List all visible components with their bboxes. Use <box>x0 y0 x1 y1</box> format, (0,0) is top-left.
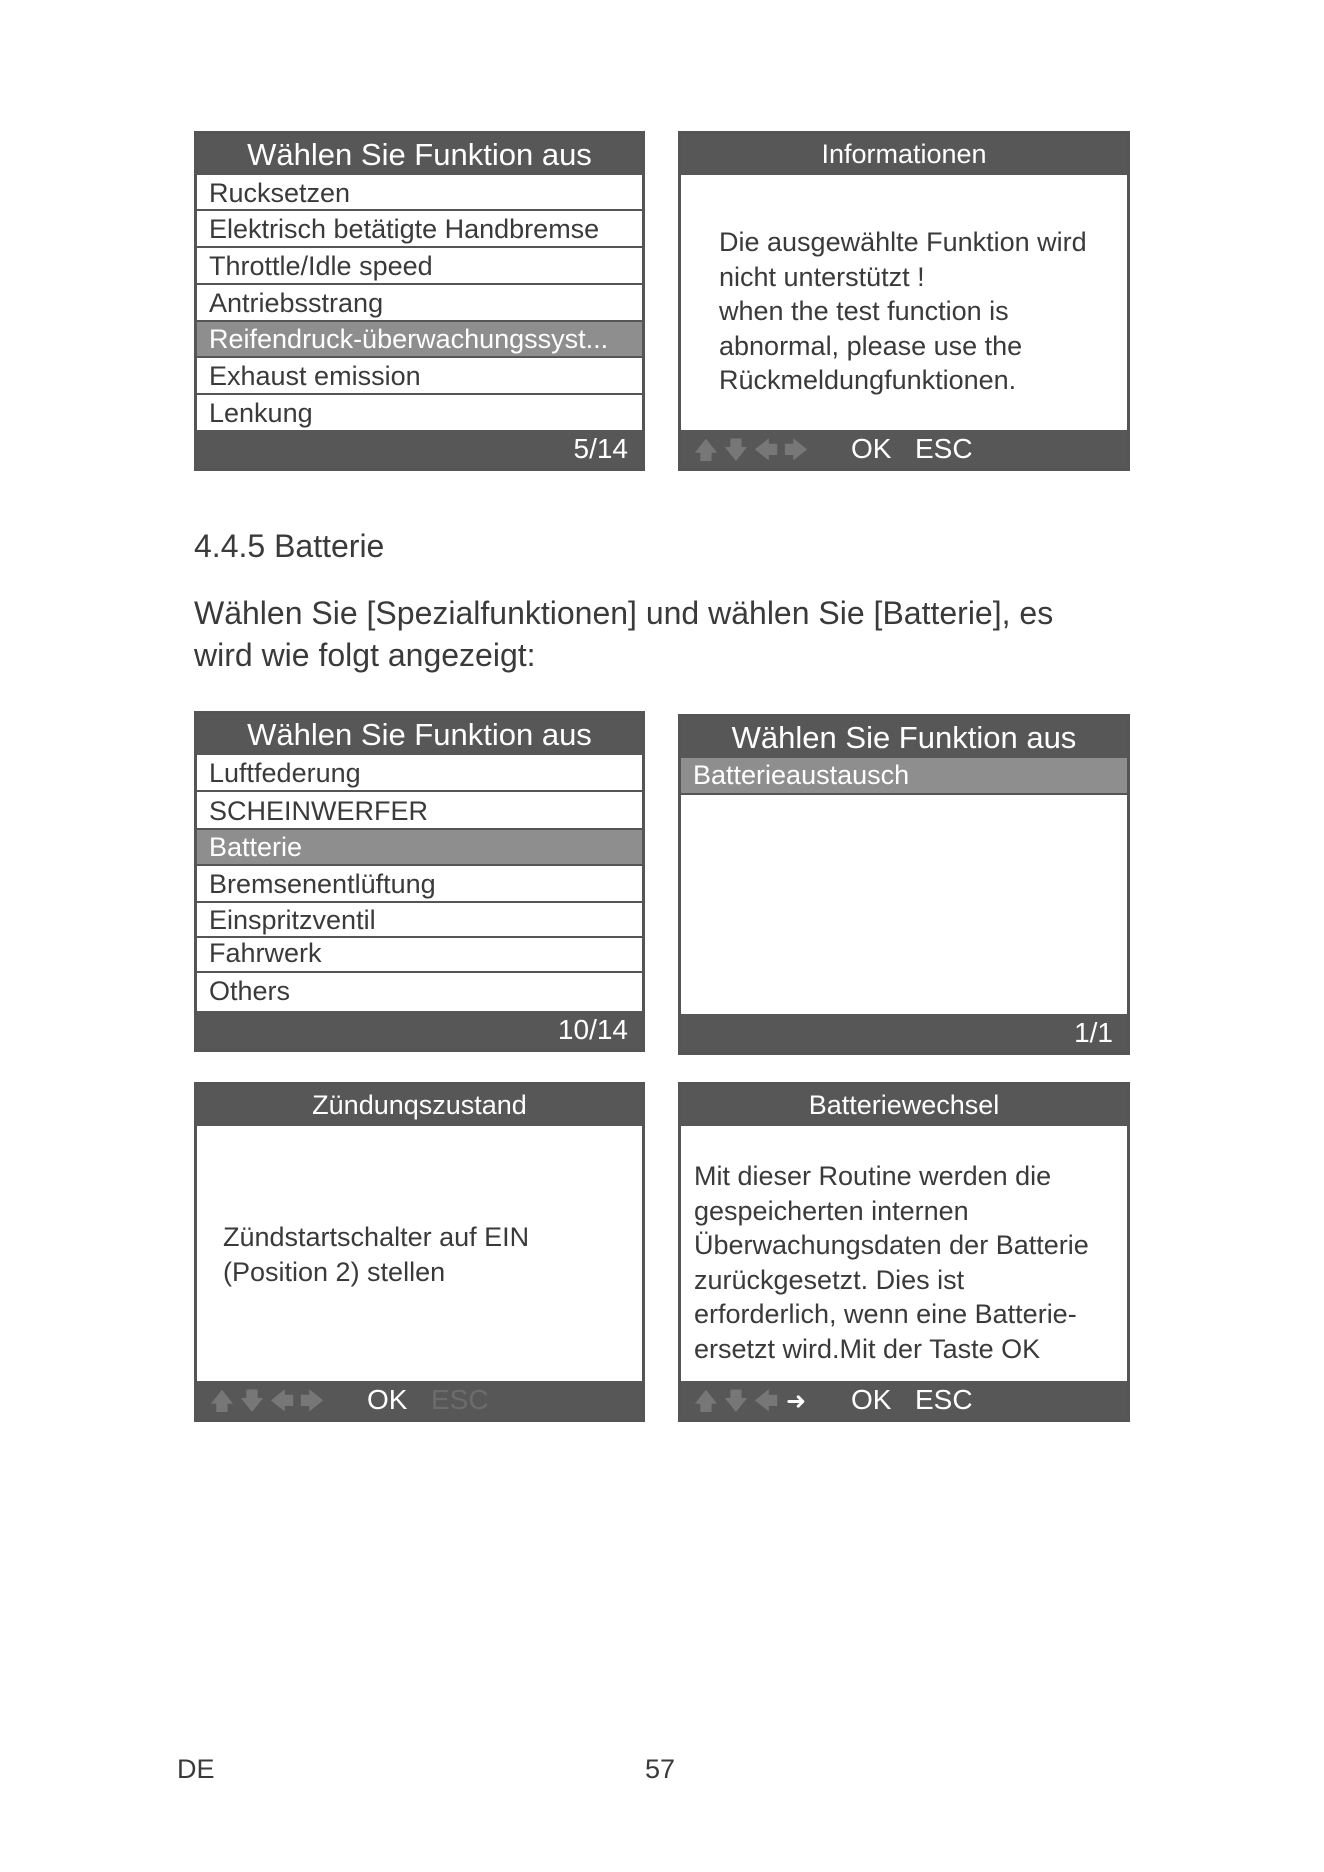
screen-function-select-1 <box>194 131 645 471</box>
message-line: erforderlich, wenn eine Batterie- <box>694 1299 1077 1329</box>
screen-footer <box>197 430 642 468</box>
screen-function-select-2 <box>194 711 645 1052</box>
screen-information <box>678 131 1130 471</box>
message-line: when the test function is <box>719 296 1009 326</box>
page-number: 57 <box>645 1754 676 1784</box>
page-counter: 5/14 <box>573 433 628 464</box>
nav-keys <box>207 1381 327 1419</box>
screen-title: Wählen Sie Funktion aus <box>197 714 642 755</box>
esc-button[interactable]: ESC <box>915 1384 973 1415</box>
menu-item[interactable]: SCHEINWERFER <box>197 792 642 830</box>
nav-keys <box>691 1381 811 1419</box>
message-line: Mit dieser Routine werden die <box>694 1161 1052 1191</box>
function-menu <box>681 758 1127 795</box>
screen-ignition-state <box>194 1082 645 1422</box>
ignition-message <box>223 1220 529 1289</box>
page-counter: 1/1 <box>1074 1017 1113 1048</box>
message-line: abnormal, please use the <box>719 330 1023 361</box>
arrow-down-icon[interactable]: 🡇 <box>239 1388 265 1415</box>
ok-button[interactable]: OK <box>851 433 892 464</box>
screen-title: Wählen Sie Funktion aus <box>197 134 642 175</box>
menu-item-selected[interactable]: Reifendruck-überwachungssyst... <box>197 322 642 358</box>
menu-item-selected[interactable]: Batterie <box>197 830 642 866</box>
menu-item[interactable]: Elektrisch betätigte Handbremse <box>197 211 642 248</box>
menu-item-selected[interactable]: Batterieaustausch <box>681 758 1127 795</box>
arrow-left-icon[interactable]: 🡄 <box>753 437 779 464</box>
arrow-right-icon[interactable]: 🡆 <box>783 437 809 464</box>
arrow-up-icon[interactable]: 🡅 <box>693 1388 719 1415</box>
screen-battery-change <box>678 1082 1130 1422</box>
arrow-right-icon[interactable]: 🡆 <box>299 1388 325 1415</box>
arrow-down-icon[interactable]: 🡇 <box>723 437 749 464</box>
arrow-up-icon[interactable]: 🡅 <box>693 437 719 464</box>
screen-footer <box>681 1381 1127 1419</box>
message-line: zurückgesetzt. Dies ist <box>694 1264 965 1295</box>
screen-footer <box>197 1011 642 1049</box>
screen-title: Wählen Sie Funktion aus <box>681 717 1127 758</box>
battery-message <box>694 1159 1089 1366</box>
menu-item[interactable]: Luftfederung <box>197 755 642 792</box>
menu-item[interactable]: Fahrwerk <box>197 938 642 973</box>
info-message <box>719 225 1087 398</box>
message-line: Zündstartschalter auf EIN <box>223 1222 530 1252</box>
message-line: gespeicherten internen <box>694 1195 969 1226</box>
arrow-right-icon[interactable]: ➜ <box>785 1388 807 1415</box>
menu-item[interactable]: Lenkung <box>209 398 313 428</box>
arrow-left-icon[interactable]: 🡄 <box>269 1388 295 1415</box>
screen-title: Batteriewechsel <box>681 1085 1127 1126</box>
arrow-left-icon[interactable]: 🡄 <box>753 1388 779 1415</box>
screen-footer <box>197 1381 642 1419</box>
message-line: Überwachungsdaten der Batterie <box>694 1230 1089 1260</box>
section-paragraph: Wählen Sie [Spezialfunktionen] und wählen Sie [Batterie], es wird wie folgt angezeigt: <box>194 595 1054 673</box>
screen-title: Informationen <box>681 134 1127 175</box>
function-menu <box>197 755 642 1011</box>
page-counter: 10/14 <box>557 1014 628 1045</box>
menu-item[interactable]: Bremsenentlüftung <box>197 866 642 903</box>
menu-item[interactable]: Rucksetzen <box>197 175 642 211</box>
screen-title: Zündunqszustand <box>197 1085 642 1126</box>
message-line: Die ausgewählte Funktion wird <box>719 227 1087 257</box>
menu-item[interactable]: Throttle/Idle speed <box>197 248 642 285</box>
message-line: (Position 2) stellen <box>223 1256 446 1287</box>
function-menu <box>197 175 642 433</box>
arrow-up-icon[interactable]: 🡅 <box>209 1388 235 1415</box>
menu-item[interactable]: Exhaust emission <box>197 358 642 395</box>
esc-button-disabled: ESC <box>431 1384 489 1415</box>
message-line: Rückmeldungfunktionen. <box>719 365 1017 395</box>
ok-button[interactable]: OK <box>851 1384 892 1415</box>
screen-footer <box>681 430 1127 468</box>
language-label: DE <box>177 1754 215 1784</box>
menu-item[interactable]: Others <box>209 976 291 1006</box>
message-line: ersetzt wird.Mit der Taste OK <box>694 1333 1041 1364</box>
esc-button[interactable]: ESC <box>915 433 973 464</box>
screen-function-select-3 <box>678 714 1130 1055</box>
menu-item[interactable]: Einspritzventil <box>197 903 642 938</box>
section-heading: 4.4.5 Batterie <box>194 528 385 564</box>
ok-button[interactable]: OK <box>367 1384 408 1415</box>
menu-item[interactable]: Antriebsstrang <box>197 285 642 322</box>
screen-footer <box>681 1014 1127 1052</box>
nav-keys <box>691 430 811 468</box>
message-line: nicht unterstützt ! <box>719 261 925 292</box>
arrow-down-icon[interactable]: 🡇 <box>723 1388 749 1415</box>
